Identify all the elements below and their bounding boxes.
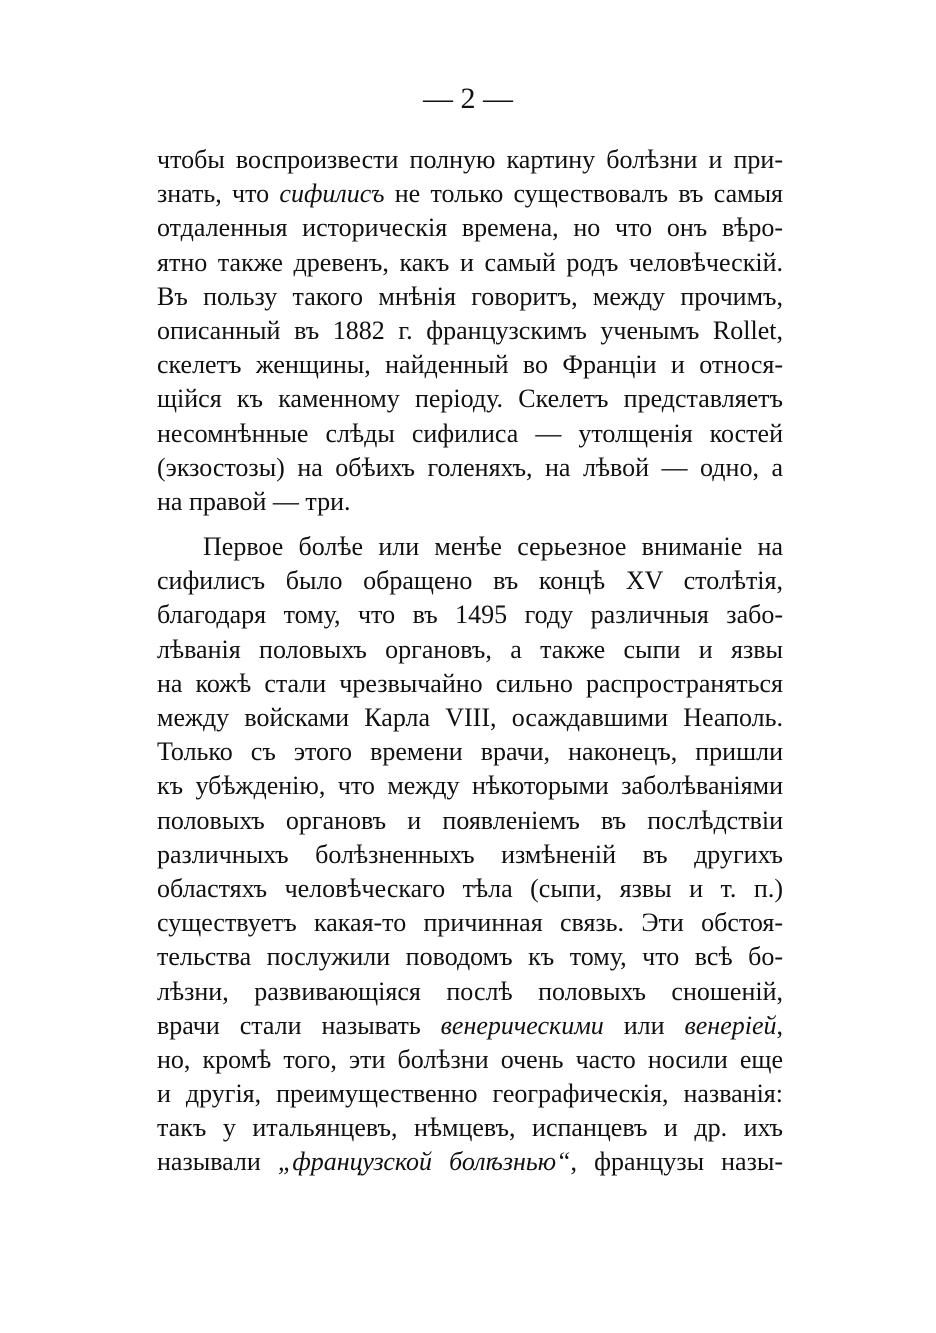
text-block xyxy=(157,143,783,1180)
text-line: къ убѣжденію, что между нѣкоторыми заболѣваніями xyxy=(157,771,783,801)
page-number: — 2 — xyxy=(423,82,513,115)
text-line: существуетъ какая-то причинная связь. Эти обстоя- xyxy=(157,908,783,938)
text-fragment: , xyxy=(776,1010,783,1040)
text-fragment: не только существовалъ въ самыя xyxy=(384,179,783,209)
text-fragment: врачи стали называть xyxy=(157,1010,441,1040)
text-fragment: называли xyxy=(157,1147,278,1177)
text-line: скелетъ женщины, найденный во Франціи и относя- xyxy=(157,350,783,380)
text-line: Только съ этого времени врачи, наконецъ, пришли xyxy=(157,737,783,767)
text-line: но, кромѣ того, эти болѣзни очень часто носили еще xyxy=(157,1044,783,1074)
text-line: отдаленныя историческія времена, но что онъ вѣро- xyxy=(157,213,783,243)
text-line xyxy=(157,1145,783,1179)
text-line: (экзостозы) на обѣихъ голеняхъ, на лѣвой — одно, а xyxy=(157,452,783,482)
text-line: половыхъ органовъ и появленіемъ въ послѣдствіи xyxy=(157,805,783,835)
text-fragment: или xyxy=(603,1010,685,1040)
text-line: и другія, преимущественно географическія, названія: xyxy=(157,1079,783,1109)
text-line: щійся къ каменному періоду. Скелетъ представляетъ xyxy=(157,384,783,414)
text-line: на правой — три. xyxy=(157,486,351,516)
italic-term: „французской болѣзнью“ xyxy=(277,1147,571,1177)
text-line: Первое болѣе или менѣе серьезное вниманіе на xyxy=(203,532,783,562)
text-line: Въ пользу такого мнѣнія говоритъ, между прочимъ, xyxy=(157,281,783,311)
text-line xyxy=(157,1009,783,1043)
italic-term: венерическими xyxy=(440,1010,604,1040)
italic-term: венеріей xyxy=(684,1010,777,1040)
text-line: такъ у итальянцевъ, нѣмцевъ, испанцевъ и др. ихъ xyxy=(157,1113,783,1143)
text-line: чтобы воспроизвести полную картину болѣзни и при- xyxy=(157,145,783,174)
text-line: различныхъ болѣзненныхъ измѣненій въ другихъ xyxy=(157,839,783,869)
text-line: несомнѣнные слѣды сифилиса — утолщенія костей xyxy=(157,418,783,448)
text-line: между войсками Карла VIII, осаждавшими Неаполь. xyxy=(157,703,783,732)
text-fragment: знать, что xyxy=(157,179,280,209)
text-line xyxy=(157,177,783,211)
text-fragment: , французы назы- xyxy=(570,1147,783,1177)
text-line: благодаря тому, что въ 1495 году различныя забо- xyxy=(157,600,783,630)
italic-term: сифилисъ xyxy=(279,179,385,209)
text-line: лѣванія половыхъ органовъ, а также сыпи и язвы xyxy=(157,634,783,664)
text-line: областяхъ человѣческаго тѣла (сыпи, язвы и т. п.) xyxy=(157,873,783,903)
text-line: на кожѣ стали чрезвычайно сильно распространяться xyxy=(157,668,783,698)
text-line: описанный въ 1882 г. французскимъ ученымъ Rollet, xyxy=(157,315,783,345)
text-line: сифилисъ было обращено въ концѣ XV столѣтія, xyxy=(157,566,783,596)
text-line: лѣзни, развивающіяся послѣ половыхъ сношеній, xyxy=(157,976,783,1006)
text-line: ятно также древенъ, какъ и самый родъ человѣческій. xyxy=(157,247,783,277)
text-line: тельства послужили поводомъ къ тому, что всѣ бо- xyxy=(157,942,783,972)
